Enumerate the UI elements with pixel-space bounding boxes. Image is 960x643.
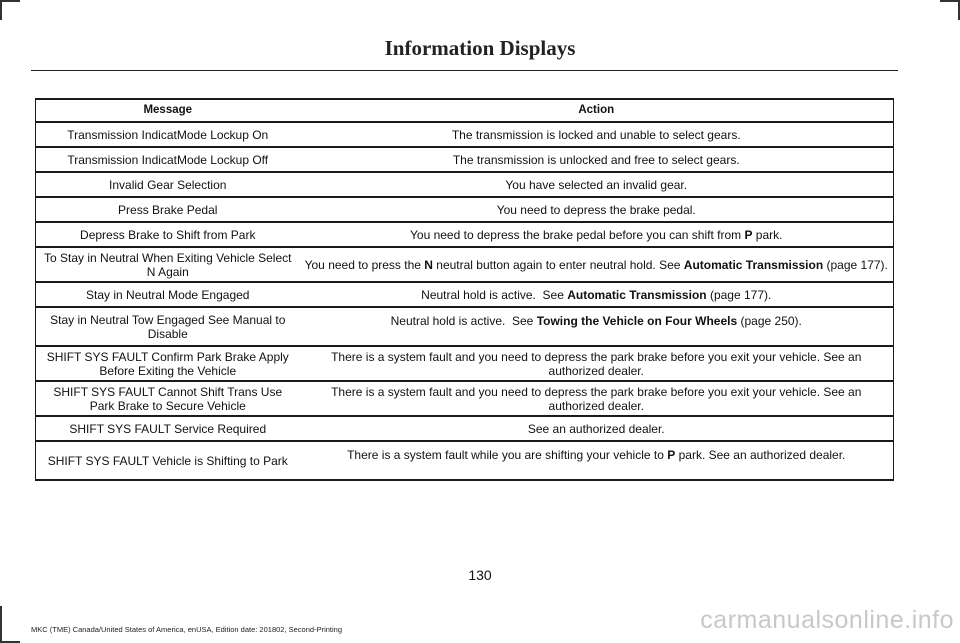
gear-label-n: N	[424, 257, 433, 272]
action-text: neutral button again to enter neutral hold. See	[432, 257, 684, 272]
action-text: There is a system fault while you are shifting your vehicle to	[347, 448, 668, 462]
table-row	[36, 416, 894, 441]
column-header-message: Message	[36, 99, 300, 122]
action-cell: The transmission is unlocked and free to select gears.	[300, 147, 894, 172]
table-row	[36, 122, 894, 147]
action-cell	[300, 282, 894, 307]
action-cell: You need to depress the brake pedal.	[300, 197, 894, 222]
table-header-row	[36, 99, 894, 122]
action-text: (page 250).	[737, 314, 802, 328]
message-cell: SHIFT SYS FAULT Vehicle is Shifting to Park	[36, 441, 300, 480]
table-row	[36, 381, 894, 416]
crop-mark-top-right-h	[940, 0, 960, 2]
message-cell: Depress Brake to Shift from Park	[36, 222, 300, 247]
action-cell: You have selected an invalid gear.	[300, 172, 894, 197]
column-header-action: Action	[300, 99, 894, 122]
footer-edition-text: MKC (TME) Canada/United States of America, enUSA, Edition date: 201802, Second-Printing	[31, 625, 342, 634]
table-row	[36, 441, 894, 480]
action-cell	[300, 441, 894, 480]
crop-mark-bottom-left	[0, 606, 2, 643]
table-row	[36, 346, 894, 381]
message-cell: Stay in Neutral Tow Engaged See Manual to Disable	[36, 307, 300, 346]
message-cell: SHIFT SYS FAULT Cannot Shift Trans Use Park Brake to Secure Vehicle	[36, 381, 300, 416]
action-text: park.	[752, 227, 783, 242]
action-text: park. See an authorized dealer.	[675, 448, 846, 462]
action-cell: See an authorized dealer.	[300, 416, 894, 441]
action-cell: There is a system fault and you need to depress the park brake before you exit your vehicle. See an authorized dealer.	[300, 381, 894, 416]
message-table	[35, 98, 894, 481]
action-cell	[300, 307, 894, 346]
cross-reference-link[interactable]: Towing the Vehicle on Four Wheels	[536, 314, 738, 328]
action-text: Neutral hold is active. See	[421, 287, 568, 302]
gear-label-p: P	[744, 227, 753, 242]
action-cell: The transmission is locked and unable to select gears.	[300, 122, 894, 147]
page-number: 130	[468, 567, 492, 583]
watermark: carmanualsonline.info	[700, 606, 954, 634]
table-row	[36, 307, 894, 346]
message-cell: SHIFT SYS FAULT Confirm Park Brake Apply Before Exiting the Vehicle	[36, 346, 300, 381]
action-cell	[300, 247, 894, 282]
message-cell: Stay in Neutral Mode Engaged	[36, 282, 300, 307]
table-row	[36, 222, 894, 247]
message-cell: Transmission IndicatMode Lockup Off	[36, 147, 300, 172]
table-row	[36, 147, 894, 172]
table-row	[36, 172, 894, 197]
page-title: Information Displays	[384, 36, 576, 60]
table-row	[36, 247, 894, 282]
action-cell: There is a system fault and you need to depress the park brake before you exit your vehicle. See an authorized dealer.	[300, 346, 894, 381]
gear-label-p: P	[667, 448, 676, 462]
cross-reference-link[interactable]: Automatic Transmission	[567, 287, 707, 302]
title-divider	[31, 70, 898, 71]
action-cell	[300, 222, 894, 247]
message-cell: To Stay in Neutral When Exiting Vehicle Select N Again	[36, 247, 300, 282]
action-text: (page 177).	[823, 257, 888, 272]
action-text: Neutral hold is active. See	[390, 314, 537, 328]
action-text: You need to depress the brake pedal before you can shift from	[410, 227, 745, 242]
crop-mark-top-left-h	[0, 0, 20, 2]
message-cell: Transmission IndicatMode Lockup On	[36, 122, 300, 147]
action-text: (page 177).	[706, 287, 772, 302]
table-row	[36, 282, 894, 307]
action-text: You need to press the	[304, 257, 425, 272]
cross-reference-link[interactable]: Automatic Transmission	[683, 257, 824, 272]
table-row	[36, 197, 894, 222]
message-cell: Press Brake Pedal	[36, 197, 300, 222]
message-cell: SHIFT SYS FAULT Service Required	[36, 416, 300, 441]
message-cell: Invalid Gear Selection	[36, 172, 300, 197]
crop-mark-top-left	[0, 0, 2, 20]
